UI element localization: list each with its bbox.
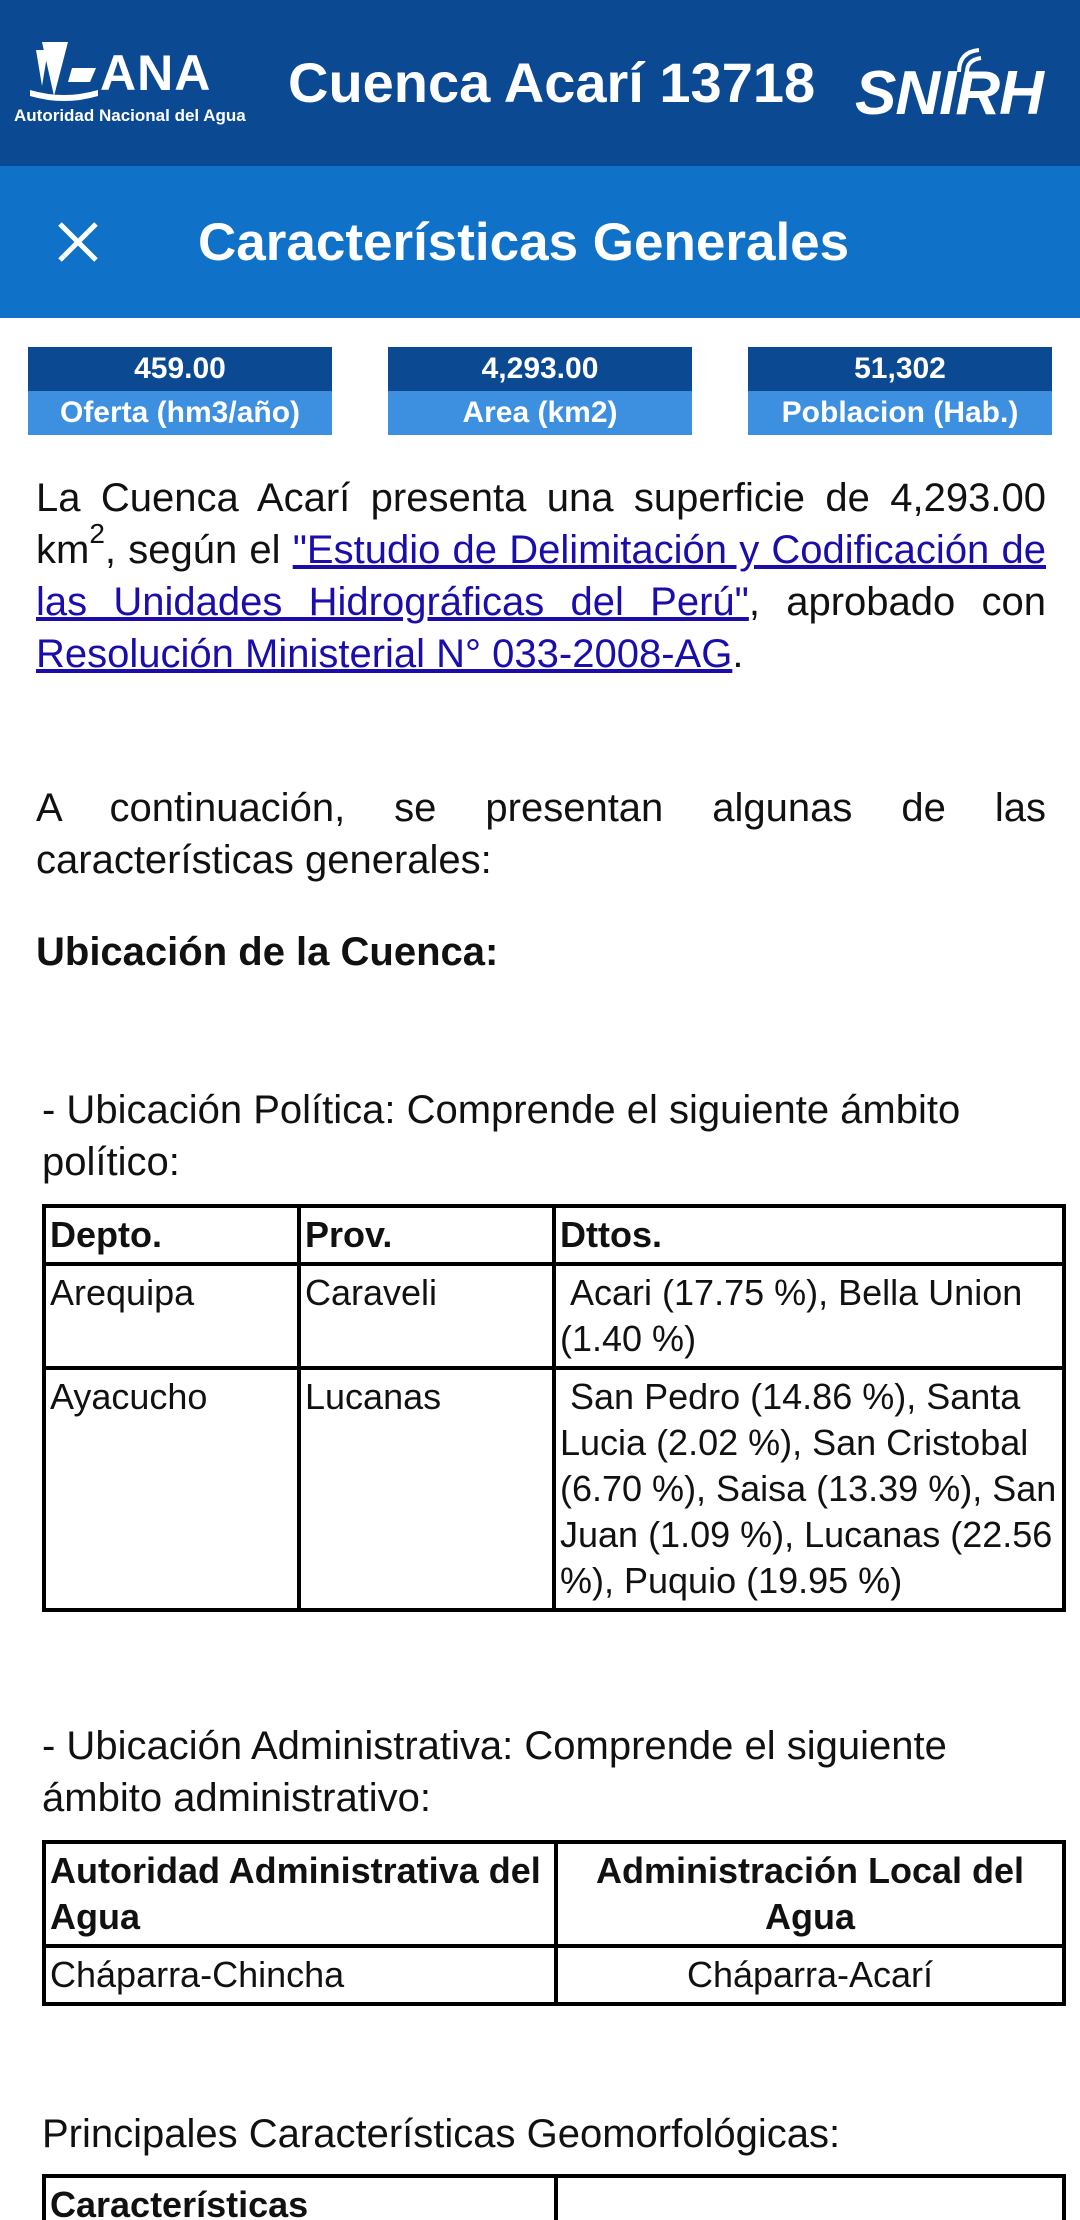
cell-prov: Caraveli	[299, 1264, 554, 1368]
snirh-logo-text: SNIRH	[855, 59, 1043, 128]
stat-poblacion	[748, 347, 1052, 435]
cell-dttos: Acari (17.75 %), Bella Union (1.40 %)	[554, 1264, 1064, 1368]
intro-text: , según el	[104, 528, 293, 572]
stat-oferta	[28, 347, 332, 435]
administrative-note: - Ubicación Administrativa: Comprende el siguiente ámbito administrativo:	[42, 1724, 947, 1820]
header-dttos: Dttos.	[554, 1206, 1064, 1264]
ana-logo-subtitle: Autoridad Nacional del Agua	[14, 106, 246, 125]
stat-label: Area (km2)	[388, 391, 692, 435]
stat-area	[388, 347, 692, 435]
header-value	[556, 2176, 1064, 2220]
intro-text: La Cuenca Acarí presenta una superficie de 4,293.00 km	[36, 476, 1046, 572]
cell-prov: Lucanas	[299, 1368, 554, 1610]
page-title: Cuenca Acarí 13718	[288, 51, 816, 114]
resolucion-link[interactable]: Resolución Ministerial N° 033-2008-AG	[36, 632, 733, 676]
stat-value: 51,302	[748, 347, 1052, 391]
signal-waves-icon	[953, 44, 993, 74]
cell-aaa: Cháparra-Chincha	[44, 1946, 556, 2004]
geomorph-note: Principales Características Geomorfológicas:	[42, 2112, 841, 2156]
stat-value: 459.00	[28, 347, 332, 391]
sub-header	[0, 166, 1080, 318]
table-row	[44, 1264, 1064, 1368]
administrative-table	[42, 1840, 1066, 2006]
header-prov: Prov.	[299, 1206, 554, 1264]
cell-dttos: San Pedro (14.86 %), Santa Lucia (2.02 %), San Cristobal (6.70 %), Saisa (13.39 %), San Juan (1.09 %), Lucanas (22.56 %), Puquio (19.95 %)	[554, 1368, 1064, 1610]
section-title: Ubicación de la Cuenca:	[36, 930, 499, 974]
brand-header	[0, 0, 1080, 166]
panel-title: Características Generales	[198, 213, 850, 272]
intro-paragraph	[36, 472, 1046, 680]
cell-depto: Ayacucho	[44, 1368, 299, 1610]
table-row	[44, 1946, 1064, 2004]
table-header-row	[44, 1842, 1064, 1946]
geomorph-table	[42, 2174, 1066, 2220]
political-table	[42, 1204, 1066, 1612]
estudio-link[interactable]: "Estudio de Delimitación y Codificación de las Unidades Hidrográficas del Perú"	[36, 528, 1046, 624]
table-header-row	[44, 1206, 1064, 1264]
header-depto: Depto.	[44, 1206, 299, 1264]
ana-logo-text: ANA	[100, 45, 212, 101]
table-row	[44, 1368, 1064, 1610]
ana-sail-icon	[28, 38, 100, 102]
close-button[interactable]	[40, 204, 116, 280]
snirh-logo	[855, 44, 1065, 128]
intro-text: , aprobado con	[748, 580, 1047, 624]
continuation-text: A continuación, se presentan algunas de las características generales:	[36, 786, 1046, 882]
header-caracteristicas: Características	[44, 2176, 556, 2220]
close-icon	[56, 220, 100, 264]
table-header-row	[44, 2176, 1064, 2220]
stat-value: 4,293.00	[388, 347, 692, 391]
cell-ala: Cháparra-Acarí	[556, 1946, 1064, 2004]
ana-logo	[14, 36, 246, 132]
political-note: - Ubicación Política: Comprende el siguiente ámbito político:	[42, 1088, 961, 1184]
header-ala: Administración Local del Agua	[556, 1842, 1064, 1946]
header-aaa: Autoridad Administrativa del Agua	[44, 1842, 556, 1946]
cell-depto: Arequipa	[44, 1264, 299, 1368]
intro-text: .	[732, 632, 744, 676]
superscript: 2	[89, 518, 105, 549]
stat-label: Oferta (hm3/año)	[28, 391, 332, 435]
stat-label: Poblacion (Hab.)	[748, 391, 1052, 435]
